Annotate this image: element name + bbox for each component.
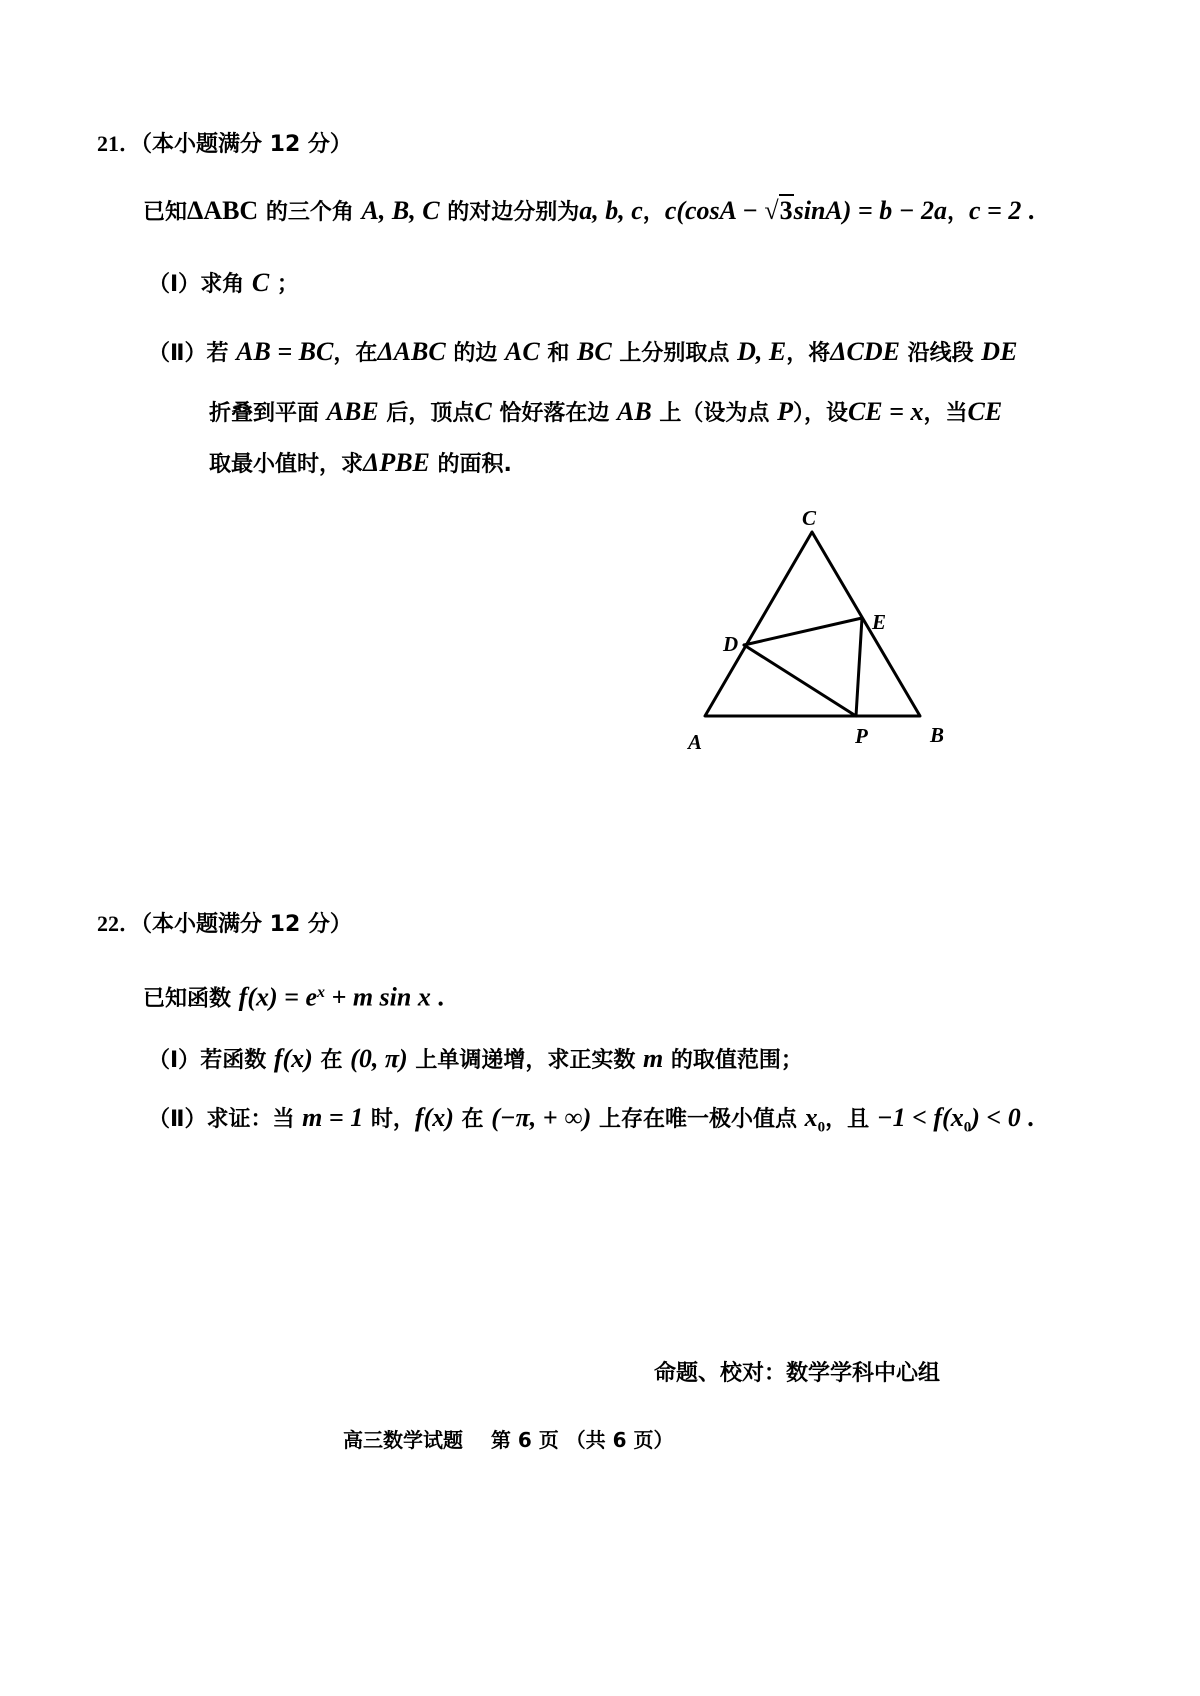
q21-part2-line2-body [209,397,1003,426]
q21-part1-text: 求角 [200,272,245,297]
label-b: B [930,723,945,747]
q21-stem-period: . [1021,196,1035,225]
text-segment: 后，顶点 [378,401,475,426]
math-segment: f(x) [273,1044,313,1073]
math-segment: AC [505,337,540,366]
q21-stem [143,196,1034,228]
q22-header [97,907,352,938]
q22-part2-inequality-b: ) < 0 [971,1103,1021,1132]
q22-part2-fx: f(x) [414,1103,454,1132]
text-segment: 的面积. [429,452,512,477]
segment-de [744,618,862,645]
text-segment: 恰好落在边 [491,401,618,426]
q22-part2-text-1: 求证：当 [206,1107,303,1132]
q22-function-lhs: f(x) = e [238,982,318,1012]
page-footer [343,1424,674,1453]
math-segment: AB [617,397,652,426]
math-segment: ABE [326,397,379,426]
text-segment: 上单调递增，求正实数 [407,1048,644,1073]
math-segment: ΔPBE [363,448,430,477]
q22-part2-x0: x [804,1103,818,1132]
text-segment: 折叠到平面 [209,401,327,426]
segment-ep [856,618,862,716]
q22-exponent: x [317,984,326,1001]
q21-stem-text-2: 的三个角 [258,200,362,225]
q22-part2-inequality-subscript: 0 [963,1119,972,1136]
q21-stem-text-3: 的对边分别为 [439,200,580,225]
q21-part1-end: ； [276,272,299,297]
q22-stem [143,978,444,1014]
q22-part2-text-4: 上存在唯一极小值点 [591,1107,805,1132]
q21-part1-var: C [251,268,270,297]
text-segment: 的边 [445,341,506,366]
q22-function-rhs: + m sin x [325,982,431,1012]
q21-part1 [148,268,299,300]
text-segment: ，在 [333,341,378,366]
q21-score-note: ．（本小题满分 12 分） [119,132,352,157]
q22-part2-inequality-a: −1 < f(x [876,1103,964,1132]
label-d: D [723,632,739,656]
q21-equation-c: c = 2 [969,196,1022,225]
q21-part1-label: （Ⅰ） [148,272,201,297]
footer-page-number: 6 [517,1428,532,1452]
q22-part1 [148,1044,803,1076]
q21-sides: a, b, c [579,196,643,225]
q22-part2-period: . [1020,1103,1034,1132]
text-segment: 上分别取点 [611,341,738,366]
q22-part2 [148,1103,1034,1142]
text-segment: ，将 [786,341,831,366]
credits: 命题、校对：数学学科中心组 [654,1361,941,1386]
footer-page-suffix: 页） [633,1428,674,1452]
text-segment: 沿线段 [899,341,982,366]
q22-stem-period: . [430,982,444,1012]
text-segment: 取最小值时，求 [209,452,364,477]
math-segment: ΔABC [377,337,446,366]
text-segment: 的取值范围； [663,1048,803,1073]
q21-stem-text-1: 已知 [143,200,188,225]
math-segment: m [643,1044,664,1073]
q21-sqrt: √3 [764,196,793,225]
segment-dp [744,645,856,716]
q21-number: 21 [97,131,119,156]
q22-part2-text-3: 在 [453,1107,492,1132]
math-segment: C [474,397,492,426]
q22-part2-label: （Ⅱ） [148,1107,207,1132]
math-segment: AB = BC [236,337,334,366]
math-segment: CE [967,397,1003,426]
q22-part1-body [200,1044,803,1073]
q21-triangle: ΔABC [187,196,259,225]
math-segment: (0, π) [350,1044,408,1073]
q21-equation-right: sinA) = b − 2a [793,196,947,225]
text-segment: ，当 [923,401,968,426]
label-c: C [802,506,817,530]
math-segment: BC [577,337,612,366]
q21-stem-comma-2: ， [947,200,970,225]
q21-part2-line3 [209,448,512,480]
q21-angles: A, B, C [361,196,440,225]
q21-part2-line2 [209,397,1002,429]
q21-equation-left: c(cosA − [664,196,765,225]
q21-header [97,127,352,158]
label-a: A [688,730,703,754]
q21-part2-line1-body [206,337,1018,366]
math-segment: P [777,397,793,426]
q21-stem-comma: ， [642,200,665,225]
q21-part2-line1 [148,337,1017,369]
q22-stem-text: 已知函数 [143,986,239,1012]
math-segment: D, E [737,337,787,366]
triangle-figure [680,505,980,775]
label-e: E [872,610,887,634]
q22-part1-label: （Ⅰ） [148,1048,201,1073]
q21-part2-label: （Ⅱ） [148,341,207,366]
footer-subject: 高三数学试题 [343,1428,463,1452]
text-segment: ），设 [792,401,848,426]
footer-total-pages: 6 [612,1428,627,1452]
q22-part2-interval: (−π, + ∞) [491,1103,592,1132]
text-segment: 上（设为点 [651,401,778,426]
q21-sqrt-radicand: 3 [779,196,793,225]
q22-score-note: ．（本小题满分 12 分） [119,912,352,937]
q22-part2-text-5: ，且 [825,1107,877,1132]
text-segment: 若函数 [200,1048,274,1073]
text-segment: 和 [539,341,578,366]
footer-page-middle: 页 （共 [538,1428,606,1452]
q22-number: 22 [97,911,119,936]
math-segment: CE = x [847,397,924,426]
math-segment: ΔCDE [830,337,900,366]
text-segment: 在 [312,1048,351,1073]
label-p: P [855,724,868,748]
q22-part2-x0-subscript: 0 [817,1119,826,1136]
math-segment: DE [981,337,1018,366]
text-segment: 若 [206,341,237,366]
q22-part2-text-2: 时， [363,1107,415,1132]
footer-page-prefix: 第 [490,1428,511,1452]
q21-part2-line3-body [209,448,512,477]
q22-part2-condition: m = 1 [302,1103,364,1132]
